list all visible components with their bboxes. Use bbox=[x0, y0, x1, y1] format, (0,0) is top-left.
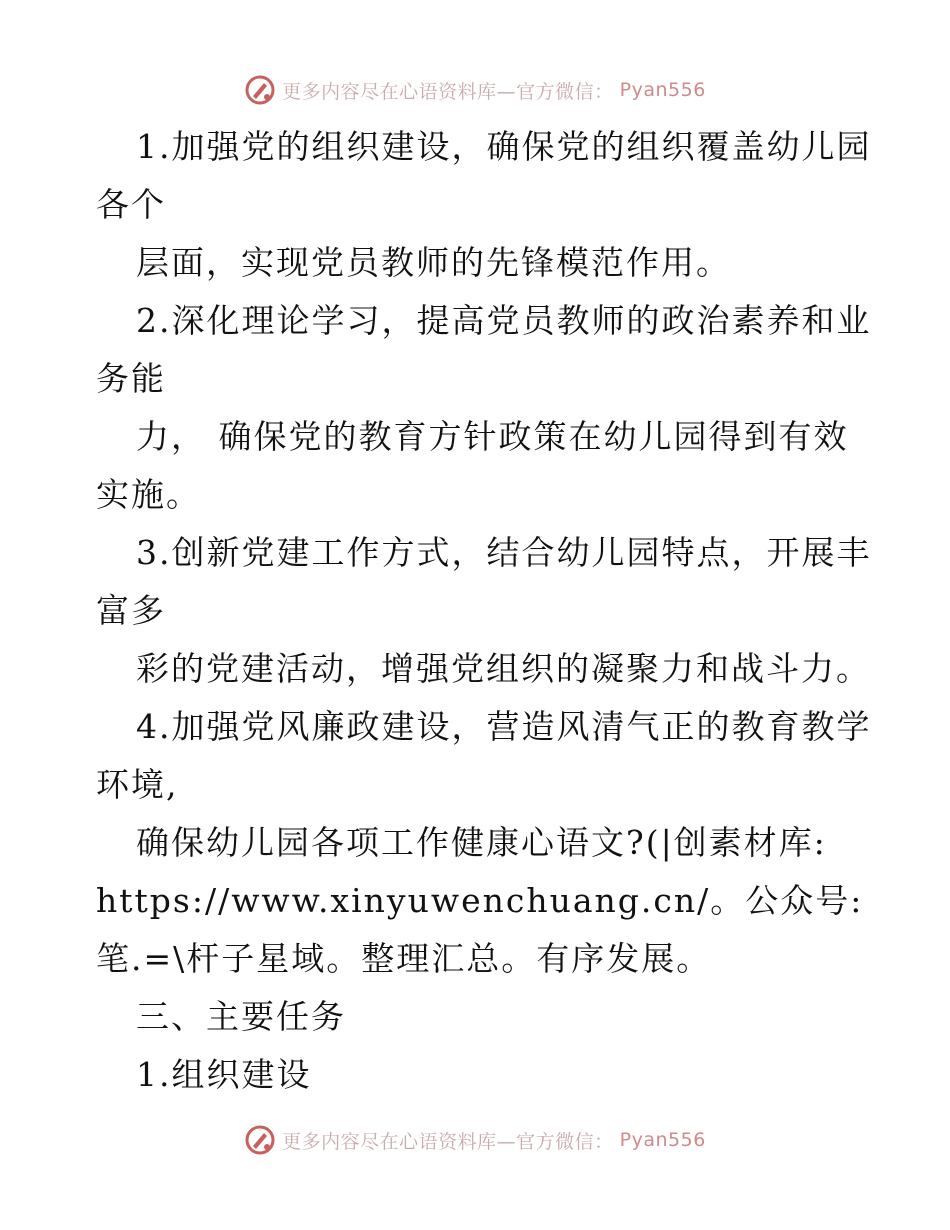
document-body bbox=[96, 118, 872, 1104]
text-line: 实施。 bbox=[96, 475, 201, 514]
text-line: 务能 bbox=[96, 359, 166, 398]
text-line-url: https://www.xinyuwenchuang.cn/。公众号: bbox=[96, 881, 864, 920]
watermark-wechat-id: Pyan556 bbox=[619, 1129, 706, 1151]
text-line: 环境, bbox=[96, 765, 179, 804]
text-line: 1.加强党的组织建设，确保党的组织覆盖幼儿园 bbox=[136, 127, 872, 166]
subsection-heading: 1.组织建设 bbox=[136, 1055, 312, 1094]
header-watermark bbox=[0, 70, 950, 110]
text-line: 确保幼儿园各项工作健康心语文?(|创素材库: bbox=[136, 823, 827, 862]
text-line: 富多 bbox=[96, 591, 166, 630]
watermark-wechat-id: Pyan556 bbox=[619, 79, 706, 101]
text-line: 笔.=\杆子星域。整理汇总。有序发展。 bbox=[96, 939, 712, 978]
text-line: 2.深化理论学习，提高党员教师的政治素养和业 bbox=[136, 301, 872, 340]
text-line: 彩的党建活动，增强党组织的凝聚力和战斗力。 bbox=[136, 649, 871, 688]
text-line: 层面，实现党员教师的先锋模范作用。 bbox=[136, 243, 731, 282]
section-heading: 三、主要任务 bbox=[136, 997, 346, 1036]
watermark-text: 更多内容尽在心语资料库—官方微信： bbox=[282, 80, 614, 103]
watermark-text: 更多内容尽在心语资料库—官方微信： bbox=[282, 1130, 614, 1153]
logo-icon bbox=[244, 1124, 276, 1156]
text-line: 各个 bbox=[96, 185, 166, 224]
text-line: 4.加强党风廉政建设，营造风清气正的教育教学 bbox=[136, 707, 872, 746]
text-line: 3.创新党建工作方式，结合幼儿园特点，开展丰 bbox=[136, 533, 872, 572]
logo-icon bbox=[244, 74, 276, 106]
footer-watermark bbox=[0, 1120, 950, 1160]
text-line: 力， 确保党的教育方针政策在幼儿园得到有效 bbox=[136, 417, 849, 456]
